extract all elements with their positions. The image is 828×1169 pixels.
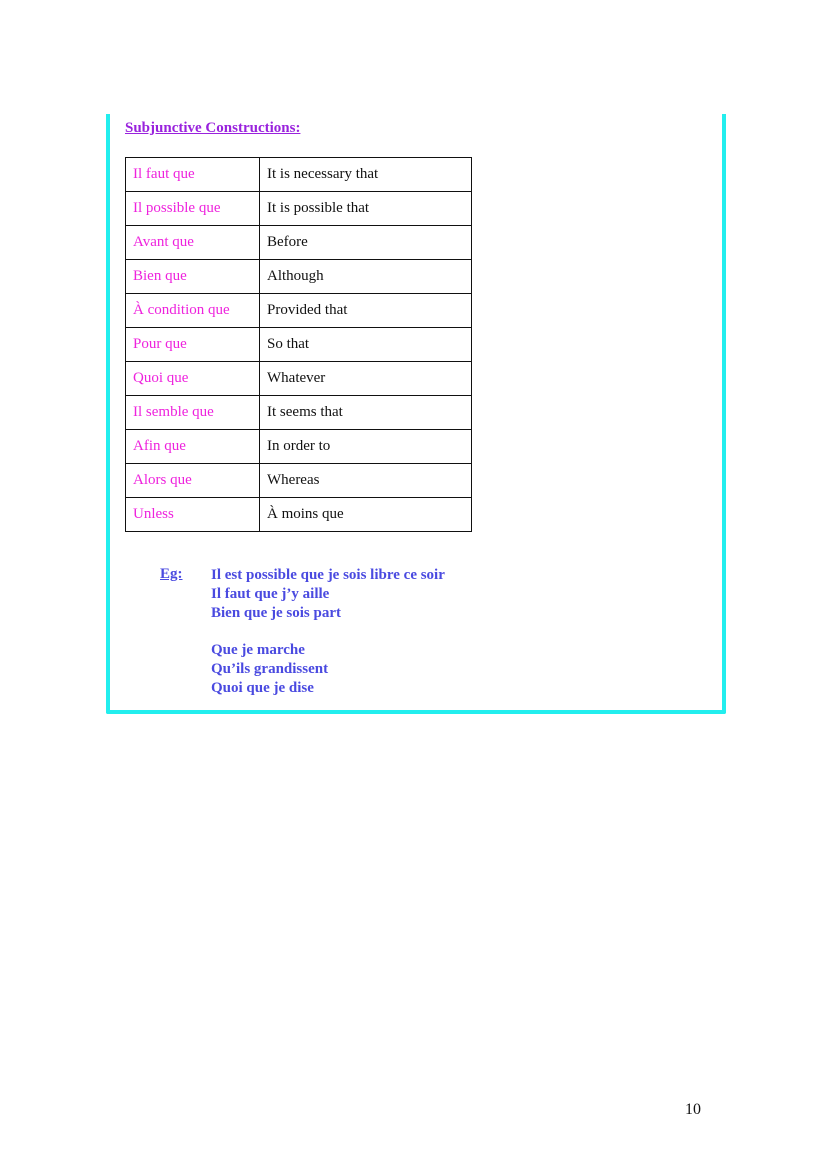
french-cell: Unless [126,498,260,532]
french-cell: Bien que [126,260,260,294]
example-line: Que je marche [211,642,305,658]
french-cell: Alors que [126,464,260,498]
table-row [126,396,472,430]
english-cell: Provided that [260,294,472,328]
french-cell: Quoi que [126,362,260,396]
table-row [126,226,472,260]
spacer [211,623,445,641]
table-row [126,430,472,464]
example-line: Qu’ils grandissent [211,661,329,677]
section-heading: Subjunctive Constructions: [125,120,301,136]
table-row [126,362,472,396]
french-cell: Avant que [126,226,260,260]
french-cell: Il possible que [126,192,260,226]
english-cell: À moins que [260,498,472,532]
english-cell: In order to [260,430,472,464]
example-line: Bien que je sois part [211,605,342,621]
table-row [126,158,472,192]
example-line: Il faut que j’y aille [211,586,330,602]
french-cell: À condition que [126,294,260,328]
english-cell: It is necessary that [260,158,472,192]
table-row [126,464,472,498]
example-line: Il est possible que je sois libre ce soir [211,567,445,583]
french-cell: Il faut que [126,158,260,192]
subjunctive-table [125,157,472,532]
table-row [126,328,472,362]
english-cell: It seems that [260,396,472,430]
table-row [126,498,472,532]
english-cell: Although [260,260,472,294]
french-cell: Il semble que [126,396,260,430]
english-cell: It is possible that [260,192,472,226]
example-line: Quoi que je dise [211,680,314,696]
english-cell: Whatever [260,362,472,396]
page-number: 10 [685,1101,701,1118]
examples-list [211,566,445,698]
french-cell: Pour que [126,328,260,362]
english-cell: Before [260,226,472,260]
examples-label: Eg: [160,566,183,582]
french-cell: Afin que [126,430,260,464]
table-row [126,294,472,328]
table-row [126,260,472,294]
english-cell: So that [260,328,472,362]
english-cell: Whereas [260,464,472,498]
table-row [126,192,472,226]
